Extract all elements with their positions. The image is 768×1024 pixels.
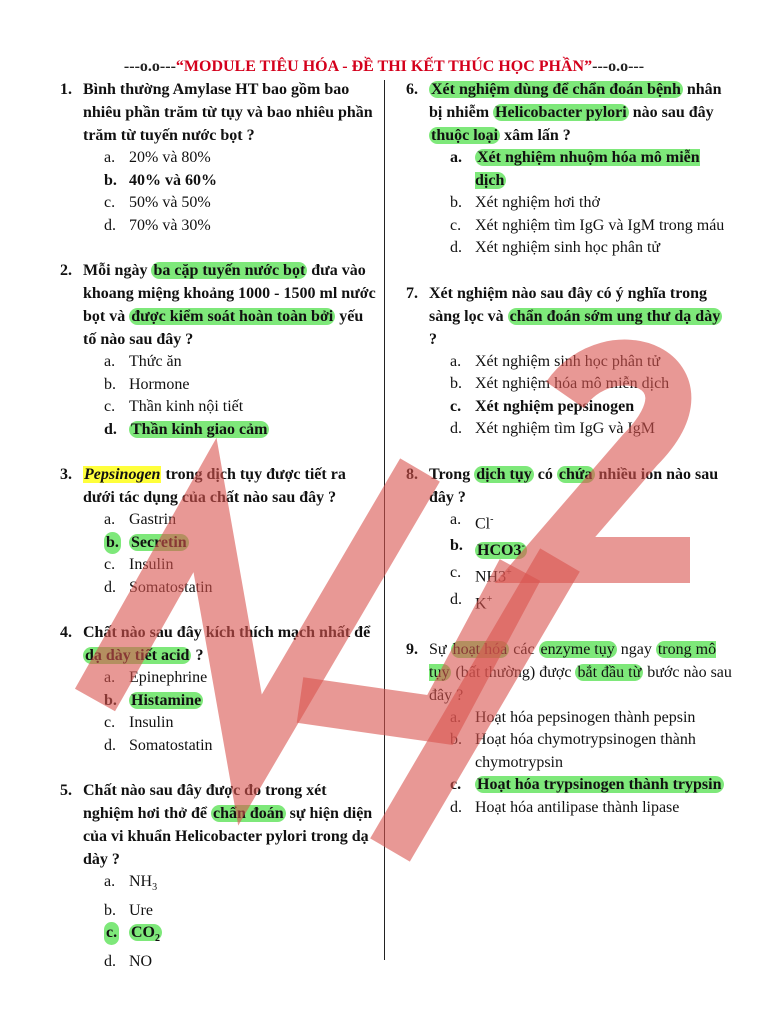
option-c[interactable]: c. Xét nghiệm tìm IgG và IgM trong máu [450,216,725,234]
option-list [104,871,376,973]
option-d[interactable]: d. Xét nghiệm sinh học phân tử [450,239,661,256]
option-b-correct[interactable]: b. 40% và 60% [104,171,217,189]
right-column [406,78,732,819]
option-list [104,509,376,599]
option-a[interactable]: a. Epinephrine [104,669,208,686]
option-d-correct[interactable]: d. Thần kinh giao cảm [104,420,268,438]
option-c[interactable]: c. Insulin [104,556,174,573]
question-text: Xét nghiệm dùng để chẩn đoán bệnh nhân bị nhiễm Helicobacter pylori nào sau đây thuộc loại xâm lấn ? [429,81,722,144]
question-7: 7. Xét nghiệm nào sau đây có ý nghĩa trong sàng lọc và chẩn đoán sớm ung thư dạ dày ? a. Xét nghiệm sinh học phân tử b. Xét nghiệm hóa mô miễn dịch c. Xét nghiệm pepsinogen d. Xét nghiệm tìm IgG và IgM [406,282,732,441]
option-d[interactable]: d. Somatostatin [104,736,213,754]
option-b[interactable]: b. Ure [104,901,153,919]
highlight: chẩn đoán [212,805,284,822]
highlight: Helicobacter pylori [495,104,627,121]
question-4: 4. Chất nào sau đây kích thích mạch nhất để dạ dày tiết acid ? a. Epinephrine b. Histamine c. Insulin d. Somatostatin [60,621,376,757]
question-text: Mỗi ngày ba cặp tuyến nước bọt đưa vào khoang miệng khoảng 1000 - 1500 ml nước bọt và được kiểm soát hoàn toàn bởi yếu tố nào sau đây ? [83,262,376,348]
option-a[interactable]: a. Hoạt hóa pepsinogen thành pepsin [450,708,696,726]
title-text: “MODULE TIÊU HÓA - ĐỀ THI KẾT THÚC HỌC PHẦN” [175,58,593,75]
highlight: Xét nghiệm dùng để chẩn đoán bệnh [431,81,681,98]
option-b-correct[interactable]: b. Histamine [104,691,202,709]
question-9: 9. Sự hoạt hóa các enzyme tụy ngay trong mô tụy (bất thường) được bắt đầu từ bước nào sau đây ? a. Hoạt hóa pepsinogen thành pepsin b. Hoạt hóa chymotrypsinogen thành chymotrypsin c. Hoạt hóa trypsinogen thành trypsin d. Hoạt hóa antilipase thành lipase [406,638,732,820]
option-c-correct[interactable]: c. Hoạt hóa trypsinogen thành trypsin [450,776,722,794]
option-b[interactable]: b. Xét nghiệm hóa mô miễn dịch [450,375,670,392]
option-a[interactable]: a. Thức ăn [104,353,182,370]
option-a[interactable]: a. Gastrin [104,511,177,528]
highlight: bắt đầu từ [577,663,642,681]
question-1: 1. Bình thường Amylase HT bao gồm bao nhiêu phần trăm từ tụy và bao nhiêu phần trăm từ tuyến nước bọt ? a. 20% và 80% b. 40% và 60% c. 50% và 50% d. 70% và 30% [60,78,376,237]
page-title: ---o.o---“MODULE TIÊU HÓA - ĐỀ THI KẾT THÚC HỌC PHẦN”---o.o--- [123,58,645,75]
highlight: trong mô tụy [429,640,717,681]
question-3: 3. Pepsinogen trong dịch tụy được tiết ra dưới tác dụng của chất nào sau đây ? a. Gastrin b. Secretin c. Insulin d. Somatostatin [60,463,376,599]
question-5: 5. Chất nào sau đây được đo trong xét nghiệm hơi thở để chẩn đoán sự hiện diện của vi khuẩn Helicobacter pylori trong dạ dày ? a. $NH_3$ b. Ure c. $CO_2$ d. NO [60,779,376,973]
highlight: ba cặp tuyến nước bọt [153,262,306,279]
option-d[interactable]: d. Xét nghiệm tìm IgG và IgM [450,420,655,437]
option-list [104,351,376,441]
option-d[interactable]: d. 70% và 30% [104,216,211,234]
option-a[interactable]: a. $NH_3$ [104,873,158,894]
option-d[interactable]: d. Hoạt hóa antilipase thành lipase [450,798,680,816]
option-a[interactable]: a. Xét nghiệm sinh học phân tử [450,352,661,370]
question-text: Bình thường Amylase HT bao gồm bao nhiêu phần trăm từ tụy và bao nhiêu phần trăm từ tuyến nước bọt ? [83,81,373,144]
column-divider [384,80,385,960]
yellow-highlight: Pepsinogen [84,466,161,483]
question-text: Chất nào sau đây kích thích mạch nhất để dạ dày tiết acid ? [83,624,371,664]
highlight: thuộc loại [431,127,499,144]
option-d[interactable]: d. Somatostatin [104,578,213,596]
question-text: Chất nào sau đây được đo trong xét nghiệm hơi thở để chẩn đoán sự hiện diện của vi khuẩn Helicobacter pylori trong dạ dày ? [83,782,373,868]
option-d[interactable]: d. NO [104,952,153,970]
option-b-correct[interactable]: b. HCO3- [450,537,525,559]
highlight: enzyme tụy [540,640,615,658]
question-6: 6. Xét nghiệm dùng để chẩn đoán bệnh nhân bị nhiễm Helicobacter pylori nào sau đây thuộc loại xâm lấn ? a. Xét nghiệm nhuộm hóa mô miễn dịch b. Xét nghiệm hơi thở c. Xét nghiệm tìm IgG và IgM trong máu d. Xét nghiệm sinh học phân tử [406,78,732,260]
question-text: Xét nghiệm nào sau đây có ý nghĩa trong sàng lọc và chẩn đoán sớm ung thư dạ dày ? [429,284,721,348]
option-d[interactable]: d. K+ [450,590,493,613]
option-list [104,667,376,757]
option-list [450,509,732,616]
question-2: 2. Mỗi ngày ba cặp tuyến nước bọt đưa vào khoang miệng khoảng 1000 - 1500 ml nước bọt và được kiểm soát hoàn toàn bởi yếu tố nào sau đây ? a. Thức ăn b. Hormone c. Thần kinh nội tiết d. Thần kinh giao cảm [60,259,376,441]
highlight: dịch tụy [476,465,532,483]
option-c[interactable]: c. NH3+ [450,564,512,586]
option-c[interactable]: c. Thần kinh nội tiết [104,398,244,415]
highlight: chứa [558,465,593,483]
option-list [104,147,376,237]
option-c-correct[interactable]: c. Xét nghiệm pepsinogen [450,397,635,415]
option-b[interactable]: b. Xét nghiệm hơi thở [450,194,600,211]
option-c[interactable]: c. Insulin [104,714,174,731]
option-c-correct[interactable]: c. $CO_2$ [106,924,160,945]
question-text: Sự hoạt hóa các enzyme tụy ngay trong mô tụy (bất thường) được bắt đầu từ bước nào sau đây ? [429,640,732,704]
highlight: dạ dày tiết acid [85,647,190,664]
option-c[interactable]: c. 50% và 50% [104,194,211,211]
option-b[interactable]: b. Hoạt hóa chymotrypsinogen thành chymotrypsin [450,731,696,771]
option-a[interactable]: a. 20% và 80% [104,149,211,166]
left-column [60,78,376,973]
highlight: hoạt hóa [452,640,508,658]
option-b[interactable]: b. Hormone [104,375,190,393]
highlight: chẩn đoán sớm ung thư dạ dày [509,307,721,325]
option-a-correct[interactable]: a. Xét nghiệm nhuộm hóa mô miễn dịch [450,149,700,189]
highlight: được kiểm soát hoàn toàn bởi [131,308,334,325]
option-b-correct[interactable]: b. Secretin [104,532,376,555]
question-8: 8. Trong dịch tụy có chứa nhiều ion nào sau đây ? a. Cl- b. HCO3- c. NH3+ d. K+ [406,463,732,616]
question-text: Trong dịch tụy có chứa nhiều ion nào sau đây ? [429,465,719,506]
option-list [450,351,732,441]
option-list [450,147,732,260]
option-list [450,707,732,820]
option-a[interactable]: a. Cl- [450,510,494,532]
question-text: Pepsinogen trong dịch tụy được tiết ra dưới tác dụng của chất nào sau đây ? [83,466,346,506]
